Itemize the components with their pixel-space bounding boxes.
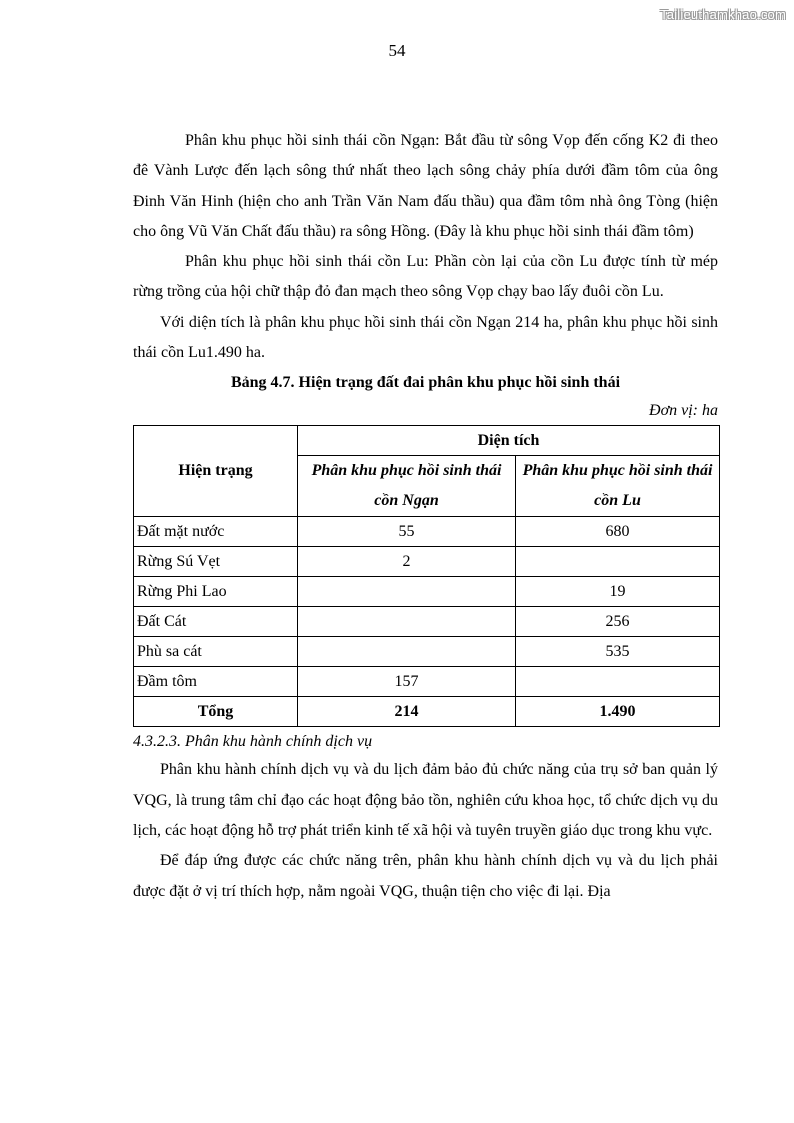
watermark: Tailieuthamkhao.com xyxy=(660,7,786,22)
paragraph-con-ngan: Phân khu phục hồi sinh thái cồn Ngạn: Bắt đầu từ sông Vọp đến cống K2 đi theo đê Vành Lược đến lạch sông thứ nhất theo lạch sông chảy phía dưới đầm tôm của ông Đinh Văn Hinh (hiện cho anh Trần Văn Nam đấu thầu) qua đầm tôm nhà ông Tòng (hiện cho ông Vũ Văn Chất đấu thầu) ra sông Hồng. (Đây là khu phục hồi sinh thái đầm tôm) xyxy=(133,132,718,240)
row-label: Rừng Phi Lao xyxy=(134,577,298,607)
table-caption: Bảng 4.7. Hiện trạng đất đai phân khu phục hồi sinh thái xyxy=(230,374,621,392)
row-value-ngan xyxy=(298,637,516,667)
header-area: Diện tích xyxy=(298,426,720,456)
land-status-table xyxy=(133,425,720,727)
total-value-ngan: 214 xyxy=(298,697,516,727)
row-value-ngan: 157 xyxy=(298,667,516,697)
table-header-row xyxy=(134,426,720,456)
row-value-ngan: 2 xyxy=(298,547,516,577)
row-label: Đất Cát xyxy=(134,607,298,637)
row-value-lu xyxy=(516,547,720,577)
paragraph-admin-location: Để đáp ứng được các chức năng trên, phân khu hành chính dịch vụ và du lịch phải được đặt ở vị trí thích hợp, nằm ngoài VQG, thuận tiện cho việc đi lại. Địa xyxy=(133,852,718,900)
paragraph-con-lu: Phân khu phục hồi sinh thái cồn Lu: Phần còn lại của cồn Lu được tính từ mép rừng trồng của hội chữ thập đỏ đan mạch theo sông Vọp chạy bao lấy đuôi cồn Lu. xyxy=(133,253,718,301)
row-label: Đất mặt nước xyxy=(134,517,298,547)
table-row xyxy=(134,637,720,667)
row-value-lu: 535 xyxy=(516,637,720,667)
row-value-lu: 256 xyxy=(516,607,720,637)
page-number: 54 xyxy=(388,41,406,60)
table-total-row xyxy=(134,697,720,727)
row-value-lu: 19 xyxy=(516,577,720,607)
table-row xyxy=(134,517,720,547)
section-heading: 4.3.2.3. Phân khu hành chính dịch vụ xyxy=(133,733,373,751)
row-label: Đầm tôm xyxy=(134,667,298,697)
table-row xyxy=(134,577,720,607)
row-value-ngan xyxy=(298,607,516,637)
total-label: Tổng xyxy=(134,697,298,727)
table-row xyxy=(134,547,720,577)
table-row xyxy=(134,607,720,637)
row-value-lu: 680 xyxy=(516,517,720,547)
row-value-ngan: 55 xyxy=(298,517,516,547)
row-value-lu xyxy=(516,667,720,697)
header-con-ngan: Phân khu phục hồi sinh thái cồn Ngạn xyxy=(298,456,516,517)
total-value-lu: 1.490 xyxy=(516,697,720,727)
header-con-lu: Phân khu phục hồi sinh thái cồn Lu xyxy=(516,456,720,517)
table-row xyxy=(134,667,720,697)
row-label: Rừng Sú Vẹt xyxy=(134,547,298,577)
paragraph-area-summary: Với diện tích là phân khu phục hồi sinh thái cồn Ngạn 214 ha, phân khu phục hồi sinh thái cồn Lu1.490 ha. xyxy=(133,313,718,362)
document-body xyxy=(133,126,718,907)
table-unit: Đơn vị: ha xyxy=(649,402,718,420)
row-label: Phù sa cát xyxy=(134,637,298,667)
paragraph-admin-zone: Phân khu hành chính dịch vụ và du lịch đảm bảo đủ chức năng của trụ sở ban quản lý VQG, là trung tâm chỉ đạo các hoạt động bảo tồn, nghiên cứu khoa học, tổ chức dịch vụ du lịch, các hoạt động hỗ trợ phát triển kinh tế xã hội và tuyên truyền giáo dục trong khu vực. xyxy=(133,761,718,839)
header-status: Hiện trạng xyxy=(134,426,298,517)
row-value-ngan xyxy=(298,577,516,607)
